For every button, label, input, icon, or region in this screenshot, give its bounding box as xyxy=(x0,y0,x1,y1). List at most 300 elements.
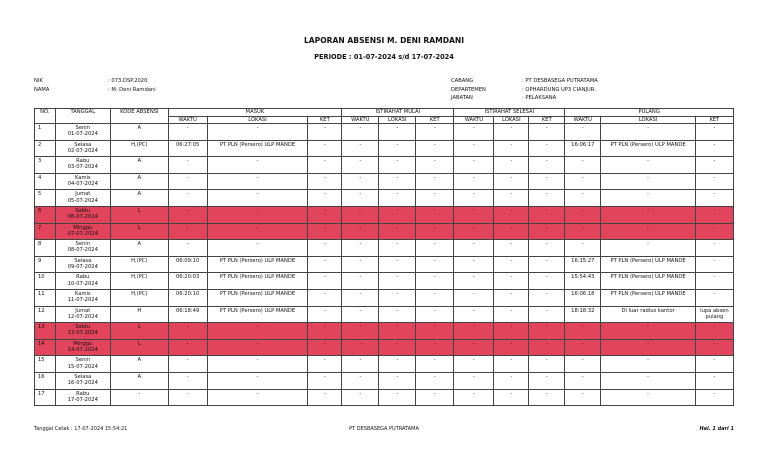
pulang-waktu-cell: - xyxy=(565,372,601,389)
pulang-waktu-cell: - xyxy=(565,157,601,174)
row-no-cell: 15 xyxy=(35,356,56,373)
ist-selesai-ket-cell: - xyxy=(529,140,565,157)
col-no: NO. xyxy=(35,109,56,124)
masuk-ket-cell: - xyxy=(308,289,342,306)
masuk-lokasi-cell: - xyxy=(207,124,308,141)
ist-selesai-lokasi-cell: - xyxy=(494,190,529,207)
ist-selesai-lokasi-cell: - xyxy=(494,323,529,340)
ist-selesai-lokasi-cell: - xyxy=(494,223,529,240)
pulang-waktu-cell: 16:06:18 xyxy=(565,289,601,306)
ist-selesai-ket-cell: - xyxy=(529,372,565,389)
masuk-lokasi-cell: - xyxy=(207,339,308,356)
row-day: Sabtu xyxy=(75,324,91,331)
row-no-cell: 17 xyxy=(35,389,56,406)
row-no-cell: 2 xyxy=(35,140,56,157)
row-date-cell xyxy=(55,323,111,340)
table-row xyxy=(35,323,734,340)
table-row xyxy=(35,389,734,406)
ist-mulai-lokasi-cell: - xyxy=(379,389,416,406)
jabatan-value: : PELAKSANA xyxy=(522,95,557,102)
ist-mulai-ket-cell: - xyxy=(416,356,454,373)
row-no-cell: 13 xyxy=(35,323,56,340)
table-row xyxy=(35,140,734,157)
ist-selesai-waktu-cell: - xyxy=(454,256,494,273)
pulang-waktu-cell: 15:54:43 xyxy=(565,273,601,290)
pulang-ket-cell: - xyxy=(695,157,733,174)
group-istirahat-selesai: ISTIRAHAT SELESAI xyxy=(454,109,565,117)
masuk-waktu-cell: - xyxy=(168,206,207,223)
row-kode-cell: L xyxy=(111,323,169,340)
ist-mulai-waktu-cell: - xyxy=(342,206,379,223)
ist-mulai-ket-cell: - xyxy=(416,124,454,141)
row-day: Minggu xyxy=(73,340,93,347)
ist-mulai-lokasi-cell: - xyxy=(379,223,416,240)
pulang-ket-cell: - xyxy=(695,339,733,356)
pulang-waktu-cell: 18:18:32 xyxy=(565,306,601,323)
ist-mulai-lokasi-cell: - xyxy=(379,323,416,340)
masuk-ket-cell: - xyxy=(308,190,342,207)
pulang-waktu-cell: 16:06:17 xyxy=(565,140,601,157)
pulang-ket-cell: - xyxy=(695,206,733,223)
pulang-waktu-cell: - xyxy=(565,173,601,190)
row-date-cell xyxy=(55,140,111,157)
ist-selesai-lokasi-cell: - xyxy=(494,173,529,190)
pulang-lokasi-cell: PT PLN (Persero) ULP MANDE xyxy=(601,256,696,273)
ist-selesai-lokasi-cell: - xyxy=(494,389,529,406)
masuk-waktu-cell: - xyxy=(168,389,207,406)
ist-selesai-waktu-cell: - xyxy=(454,339,494,356)
ist-mulai-ket-cell: - xyxy=(416,289,454,306)
ist-mulai-lokasi-cell: - xyxy=(379,339,416,356)
pulang-lokasi-cell: PT PLN (Persero) ULP MANDE xyxy=(601,140,696,157)
ist-selesai-ket-cell: - xyxy=(529,256,565,273)
row-date-value: 03-07-2024 xyxy=(67,164,98,171)
masuk-ket-cell: - xyxy=(308,173,342,190)
pulang-waktu-cell: - xyxy=(565,240,601,257)
row-no-cell: 8 xyxy=(35,240,56,257)
row-no-cell: 3 xyxy=(35,157,56,174)
pulang-ket-cell: - xyxy=(695,223,733,240)
ist-selesai-lokasi-cell: - xyxy=(494,157,529,174)
page-number: Hal. 1 dari 1 xyxy=(699,426,734,432)
group-pulang: PULANG xyxy=(565,109,734,117)
ist-mulai-waktu-cell: - xyxy=(342,356,379,373)
masuk-lokasi-header: LOKASI xyxy=(207,116,308,124)
row-date-cell xyxy=(55,389,111,406)
pulang-waktu-cell: - xyxy=(565,206,601,223)
ist-mulai-ket-cell: - xyxy=(416,140,454,157)
row-day: Senin xyxy=(75,125,91,131)
row-kode-cell: H,(PC) xyxy=(111,256,169,273)
ist-selesai-waktu-cell: - xyxy=(454,389,494,406)
masuk-ket-cell: - xyxy=(308,273,342,290)
row-no-cell: 1 xyxy=(35,124,56,141)
masuk-waktu-cell: - xyxy=(168,372,207,389)
ist-selesai-lokasi-cell: - xyxy=(494,289,529,306)
ist-mulai-ket-header: KET xyxy=(416,116,454,124)
masuk-waktu-cell: - xyxy=(168,157,207,174)
masuk-lokasi-cell: - xyxy=(207,240,308,257)
row-kode-cell: H,(PC) xyxy=(111,140,169,157)
ist-mulai-ket-cell: - xyxy=(416,206,454,223)
ist-selesai-ket-cell: - xyxy=(529,124,565,141)
ist-selesai-waktu-cell: - xyxy=(454,206,494,223)
ist-selesai-lokasi-header: LOKASI xyxy=(494,116,529,124)
masuk-waktu-cell: - xyxy=(168,223,207,240)
ist-selesai-ket-cell: - xyxy=(529,389,565,406)
pulang-ket-cell: - xyxy=(695,240,733,257)
pulang-lokasi-cell: PT PLN (Persero) ULP MANDE xyxy=(601,273,696,290)
masuk-waktu-cell: - xyxy=(168,323,207,340)
masuk-waktu-cell: - xyxy=(168,173,207,190)
row-date-cell xyxy=(55,173,111,190)
ist-mulai-lokasi-cell: - xyxy=(379,356,416,373)
row-date-value: 07-07-2024 xyxy=(67,230,98,237)
masuk-waktu-cell: 06:18:49 xyxy=(168,306,207,323)
ist-selesai-waktu-cell: - xyxy=(454,289,494,306)
masuk-lokasi-cell: - xyxy=(207,190,308,207)
masuk-lokasi-cell: - xyxy=(207,173,308,190)
row-date-cell xyxy=(55,240,111,257)
row-kode-cell: A xyxy=(111,356,169,373)
row-no-cell: 6 xyxy=(35,206,56,223)
ist-mulai-waktu-cell: - xyxy=(342,339,379,356)
masuk-lokasi-cell: - xyxy=(207,323,308,340)
row-date-value: 13-07-2024 xyxy=(67,330,98,337)
row-no-cell: 5 xyxy=(35,190,56,207)
masuk-waktu-cell: - xyxy=(168,240,207,257)
ist-selesai-lokasi-cell: - xyxy=(494,256,529,273)
row-kode-cell: - xyxy=(111,389,169,406)
table-row xyxy=(35,306,734,323)
masuk-ket-cell: - xyxy=(308,124,342,141)
row-date-cell xyxy=(55,372,111,389)
masuk-lokasi-cell: - xyxy=(207,372,308,389)
ist-selesai-ket-header: KET xyxy=(529,116,565,124)
row-kode-cell: H xyxy=(111,306,169,323)
row-date-cell xyxy=(55,190,111,207)
ist-mulai-waktu-cell: - xyxy=(342,140,379,157)
ist-selesai-waktu-cell: - xyxy=(454,273,494,290)
masuk-ket-cell: - xyxy=(308,140,342,157)
pulang-lokasi-cell: - xyxy=(601,240,696,257)
ist-mulai-lokasi-cell: - xyxy=(379,273,416,290)
attendance-rows xyxy=(35,124,734,406)
ist-mulai-ket-cell: - xyxy=(416,372,454,389)
row-day: Selasa xyxy=(74,257,92,264)
nik-label: NIK xyxy=(34,78,43,84)
ist-mulai-ket-cell: - xyxy=(416,273,454,290)
ist-selesai-lokasi-cell: - xyxy=(494,140,529,157)
row-date-value: 02-07-2024 xyxy=(67,147,98,154)
ist-mulai-lokasi-cell: - xyxy=(379,306,416,323)
masuk-lokasi-cell: - xyxy=(207,223,308,240)
pulang-lokasi-cell: - xyxy=(601,389,696,406)
masuk-waktu-cell: - xyxy=(168,190,207,207)
ist-selesai-waktu-cell: - xyxy=(454,190,494,207)
ist-mulai-ket-cell: - xyxy=(416,190,454,207)
ist-mulai-waktu-cell: - xyxy=(342,372,379,389)
pulang-lokasi-cell: - xyxy=(601,356,696,373)
header-row-groups xyxy=(35,109,734,117)
report-title: LAPORAN ABSENSI M. DENI RAMDANI xyxy=(303,36,465,45)
row-no-cell: 11 xyxy=(35,289,56,306)
ist-selesai-waktu-cell: - xyxy=(454,173,494,190)
row-no-cell: 9 xyxy=(35,256,56,273)
ist-mulai-waktu-cell: - xyxy=(342,240,379,257)
row-kode-cell: H,(PC) xyxy=(111,273,169,290)
pulang-lokasi-cell: - xyxy=(601,323,696,340)
ist-mulai-lokasi-cell: - xyxy=(379,190,416,207)
ist-mulai-lokasi-cell: - xyxy=(379,206,416,223)
row-date-value: 12-07-2024 xyxy=(67,313,98,320)
pulang-waktu-cell: - xyxy=(565,190,601,207)
pulang-waktu-cell: - xyxy=(565,223,601,240)
row-kode-cell: A xyxy=(111,124,169,141)
masuk-ket-cell: - xyxy=(308,256,342,273)
ist-selesai-ket-cell: - xyxy=(529,190,565,207)
branch-info xyxy=(451,77,671,105)
ist-selesai-ket-cell: - xyxy=(529,173,565,190)
row-day: Selasa xyxy=(74,373,92,380)
row-day: Minggu xyxy=(73,224,93,231)
row-day: Jumat xyxy=(75,191,91,198)
pulang-ket-cell: - xyxy=(695,190,733,207)
masuk-lokasi-cell: PT PLN (Persero) ULP MANDE xyxy=(207,273,308,290)
row-kode-cell: A xyxy=(111,372,169,389)
print-date: Tanggal Cetak : 17-07-2024 15:54:21 xyxy=(34,426,128,432)
ist-selesai-waktu-cell: - xyxy=(454,157,494,174)
ist-selesai-waktu-cell: - xyxy=(454,323,494,340)
group-istirahat-mulai: ISTIRAHAT MULAI xyxy=(342,109,454,117)
ist-mulai-ket-cell: - xyxy=(416,157,454,174)
jabatan-label: JABATAN xyxy=(451,95,473,102)
ist-mulai-waktu-cell: - xyxy=(342,157,379,174)
ist-selesai-ket-cell: - xyxy=(529,240,565,257)
ist-selesai-waktu-header: WAKTU xyxy=(454,116,494,124)
masuk-lokasi-cell: PT PLN (Persero) ULP MANDE xyxy=(207,140,308,157)
masuk-ket-cell: - xyxy=(308,339,342,356)
table-row xyxy=(35,124,734,141)
masuk-ket-cell: - xyxy=(308,223,342,240)
ist-mulai-lokasi-cell: - xyxy=(379,240,416,257)
masuk-lokasi-cell: - xyxy=(207,356,308,373)
ist-selesai-waktu-cell: - xyxy=(454,306,494,323)
pulang-lokasi-cell: - xyxy=(601,190,696,207)
masuk-lokasi-cell: PT PLN (Persero) ULP MANDE xyxy=(207,289,308,306)
row-no-cell: 4 xyxy=(35,173,56,190)
group-masuk: MASUK xyxy=(168,109,342,117)
row-kode-cell: L xyxy=(111,223,169,240)
nama-value: : M. Deni Ramdani xyxy=(108,86,156,93)
ist-mulai-lokasi-cell: - xyxy=(379,124,416,141)
row-date-value: 17-07-2024 xyxy=(67,396,98,403)
row-no-cell: 16 xyxy=(35,372,56,389)
row-kode-cell: A xyxy=(111,173,169,190)
footer-company: PT DESBASEGA PUTRATAMA xyxy=(349,426,419,432)
nama-label: NAMA xyxy=(34,86,50,93)
masuk-lokasi-cell: - xyxy=(207,206,308,223)
masuk-waktu-cell: 06:09:10 xyxy=(168,256,207,273)
pulang-ket-cell: - xyxy=(695,289,733,306)
col-kode-absensi: KODE ABSENSI xyxy=(111,109,169,124)
row-day: Sabtu xyxy=(75,207,91,214)
row-date-value: 10-07-2024 xyxy=(67,280,98,287)
pulang-lokasi-cell: - xyxy=(601,124,696,141)
ist-mulai-ket-cell: - xyxy=(416,323,454,340)
masuk-waktu-header: WAKTU xyxy=(168,116,207,124)
row-date-cell xyxy=(55,306,111,323)
pulang-lokasi-cell: - xyxy=(601,339,696,356)
pulang-ket-cell: - xyxy=(695,372,733,389)
ist-mulai-waktu-header: WAKTU xyxy=(342,116,379,124)
departemen-value: : OPHARDUNG UP3 CIANJUR xyxy=(522,86,595,93)
masuk-ket-cell: - xyxy=(308,157,342,174)
ist-mulai-lokasi-cell: - xyxy=(379,256,416,273)
ist-mulai-ket-cell: - xyxy=(416,256,454,273)
ist-mulai-ket-cell: - xyxy=(416,306,454,323)
row-kode-cell: L xyxy=(111,206,169,223)
row-date-value: 06-07-2024 xyxy=(67,214,98,221)
row-date-cell xyxy=(55,339,111,356)
masuk-ket-cell: - xyxy=(308,372,342,389)
pulang-ket-cell: - xyxy=(695,323,733,340)
ist-selesai-waktu-cell: - xyxy=(454,124,494,141)
row-date-value: 15-07-2024 xyxy=(67,363,98,370)
ist-mulai-waktu-cell: - xyxy=(342,256,379,273)
table-row xyxy=(35,273,734,290)
row-no-cell: 7 xyxy=(35,223,56,240)
masuk-ket-cell: - xyxy=(308,389,342,406)
ist-selesai-ket-cell: - xyxy=(529,356,565,373)
cabang-label: CABANG xyxy=(451,78,474,84)
ist-selesai-waktu-cell: - xyxy=(454,240,494,257)
row-date-value: 05-07-2024 xyxy=(67,197,98,204)
ist-selesai-ket-cell: - xyxy=(529,206,565,223)
table-row xyxy=(35,206,734,223)
table-row xyxy=(35,356,734,373)
pulang-waktu-cell: - xyxy=(565,124,601,141)
row-date-value: 04-07-2024 xyxy=(67,180,98,187)
ist-selesai-ket-cell: - xyxy=(529,273,565,290)
row-date-value: 11-07-2024 xyxy=(67,297,98,304)
masuk-waktu-cell: 06:27:05 xyxy=(168,140,207,157)
ist-mulai-lokasi-cell: - xyxy=(379,157,416,174)
ist-mulai-ket-cell: - xyxy=(416,339,454,356)
ist-selesai-ket-cell: - xyxy=(529,223,565,240)
pulang-lokasi-cell: - xyxy=(601,206,696,223)
pulang-ket-cell: - xyxy=(695,389,733,406)
ist-mulai-waktu-cell: - xyxy=(342,289,379,306)
pulang-lokasi-cell: - xyxy=(601,223,696,240)
row-no-cell: 10 xyxy=(35,273,56,290)
row-kode-cell: A xyxy=(111,190,169,207)
employee-info xyxy=(34,77,234,97)
row-day: Rabu xyxy=(76,274,90,281)
masuk-lokasi-cell: PT PLN (Persero) ULP MANDE xyxy=(207,256,308,273)
ist-selesai-lokasi-cell: - xyxy=(494,124,529,141)
attendance-table xyxy=(34,108,734,406)
table-row xyxy=(35,240,734,257)
masuk-ket-cell: - xyxy=(308,323,342,340)
row-date-cell xyxy=(55,256,111,273)
row-kode-cell: H,(PC) xyxy=(111,289,169,306)
pulang-ket-header: KET xyxy=(695,116,733,124)
masuk-waktu-cell: 06:20:10 xyxy=(168,289,207,306)
row-date-cell xyxy=(55,273,111,290)
ist-selesai-lokasi-cell: - xyxy=(494,372,529,389)
masuk-ket-cell: - xyxy=(308,206,342,223)
cabang-value: : PT DESBASEGA PUTRATAMA xyxy=(522,78,598,84)
row-day: Selasa xyxy=(74,141,92,148)
ist-mulai-lokasi-cell: - xyxy=(379,140,416,157)
masuk-ket-header: KET xyxy=(308,116,342,124)
pulang-lokasi-header: LOKASI xyxy=(601,116,696,124)
table-row xyxy=(35,372,734,389)
ist-mulai-lokasi-cell: - xyxy=(379,173,416,190)
ist-mulai-waktu-cell: - xyxy=(342,389,379,406)
masuk-lokasi-cell: - xyxy=(207,389,308,406)
row-date-cell xyxy=(55,356,111,373)
ist-mulai-lokasi-cell: - xyxy=(379,372,416,389)
masuk-waktu-cell: - xyxy=(168,124,207,141)
pulang-waktu-cell: - xyxy=(565,339,601,356)
row-date-value: 01-07-2024 xyxy=(67,131,98,138)
masuk-lokasi-cell: PT PLN (Persero) ULP MANDE xyxy=(207,306,308,323)
pulang-lokasi-cell: PT PLN (Persero) ULP MANDE xyxy=(601,289,696,306)
row-date-value: 16-07-2024 xyxy=(67,380,98,387)
table-row xyxy=(35,339,734,356)
ist-selesai-ket-cell: - xyxy=(529,339,565,356)
ist-mulai-waktu-cell: - xyxy=(342,173,379,190)
table-row xyxy=(35,173,734,190)
ist-selesai-lokasi-cell: - xyxy=(494,206,529,223)
ist-mulai-ket-cell: - xyxy=(416,223,454,240)
row-date-cell xyxy=(55,223,111,240)
row-day: Senin xyxy=(75,357,91,364)
masuk-ket-cell: - xyxy=(308,356,342,373)
row-date-cell xyxy=(55,206,111,223)
ist-selesai-lokasi-cell: - xyxy=(494,306,529,323)
ist-mulai-ket-cell: - xyxy=(416,240,454,257)
pulang-ket-cell: - xyxy=(695,124,733,141)
ist-selesai-waktu-cell: - xyxy=(454,140,494,157)
masuk-waktu-cell: - xyxy=(168,339,207,356)
row-kode-cell: A xyxy=(111,157,169,174)
ist-mulai-waktu-cell: - xyxy=(342,323,379,340)
pulang-lokasi-cell: Di luar radius kantor xyxy=(601,306,696,323)
ist-mulai-waktu-cell: - xyxy=(342,273,379,290)
row-no-cell: 12 xyxy=(35,306,56,323)
row-kode-cell: L xyxy=(111,339,169,356)
row-date-cell xyxy=(55,289,111,306)
ist-mulai-waktu-cell: - xyxy=(342,190,379,207)
ist-selesai-ket-cell: - xyxy=(529,289,565,306)
masuk-ket-cell: - xyxy=(308,240,342,257)
ist-selesai-lokasi-cell: - xyxy=(494,240,529,257)
pulang-ket-cell: - xyxy=(695,173,733,190)
pulang-ket-cell: - xyxy=(695,356,733,373)
ist-mulai-ket-cell: - xyxy=(416,389,454,406)
ist-mulai-waktu-cell: - xyxy=(342,124,379,141)
report-period: PERIODE : 01-07-2024 s/d 17-07-2024 xyxy=(314,53,454,61)
pulang-waktu-cell: - xyxy=(565,356,601,373)
pulang-waktu-header: WAKTU xyxy=(565,116,601,124)
ist-mulai-waktu-cell: - xyxy=(342,306,379,323)
table-row xyxy=(35,157,734,174)
table-row xyxy=(35,190,734,207)
pulang-ket-cell: - xyxy=(695,273,733,290)
